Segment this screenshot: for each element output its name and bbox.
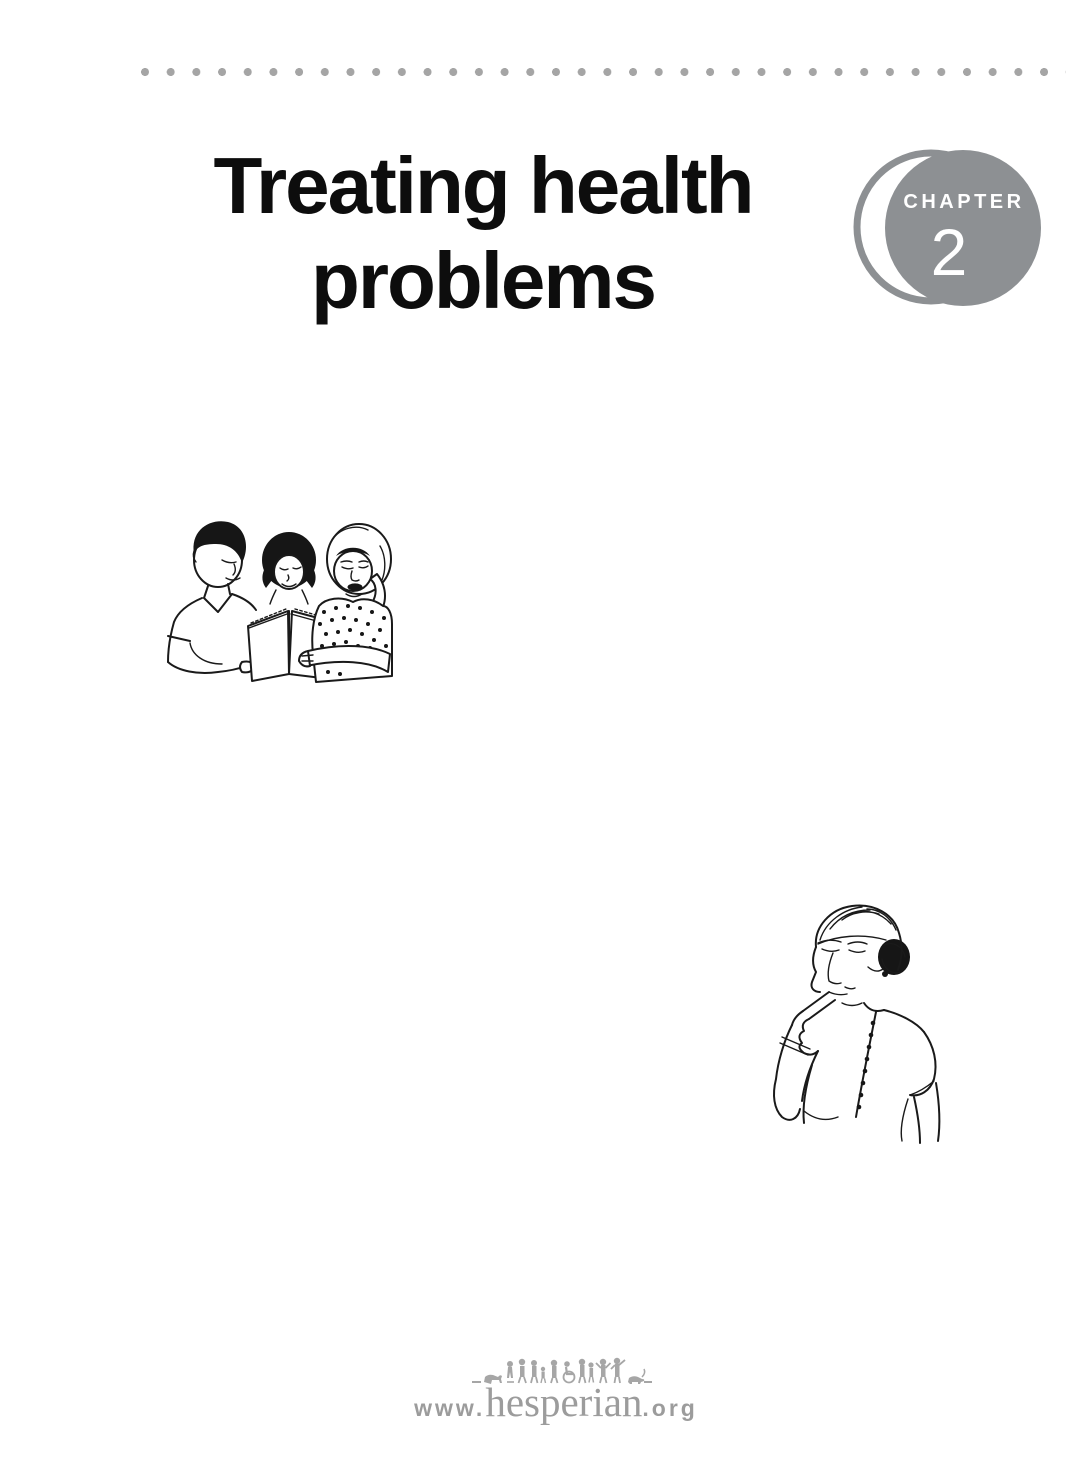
logo-hesperian-text: hesperian xyxy=(485,1379,643,1425)
reader-man xyxy=(168,521,256,673)
woman-body xyxy=(803,1003,939,1143)
page-title-line-2: problems xyxy=(310,236,656,325)
logo-org-text: .org xyxy=(642,1395,698,1421)
page-title-line-1: Treating health xyxy=(213,141,753,230)
chapter-badge xyxy=(848,142,1060,324)
thinking-woman-illustration xyxy=(752,895,964,1147)
page-title xyxy=(53,138,913,328)
woman-head xyxy=(811,906,910,1006)
chapter-badge-number: 2 xyxy=(930,215,968,289)
hesperian-logo xyxy=(0,1352,1088,1432)
logo-www-text: www. xyxy=(414,1395,486,1421)
chapter-badge-label: CHAPTER xyxy=(903,191,1025,213)
readers-illustration xyxy=(156,514,396,686)
reader-woman-middle xyxy=(262,532,316,604)
top-dotted-divider xyxy=(140,64,1066,80)
hesperian-url xyxy=(0,1378,1088,1426)
